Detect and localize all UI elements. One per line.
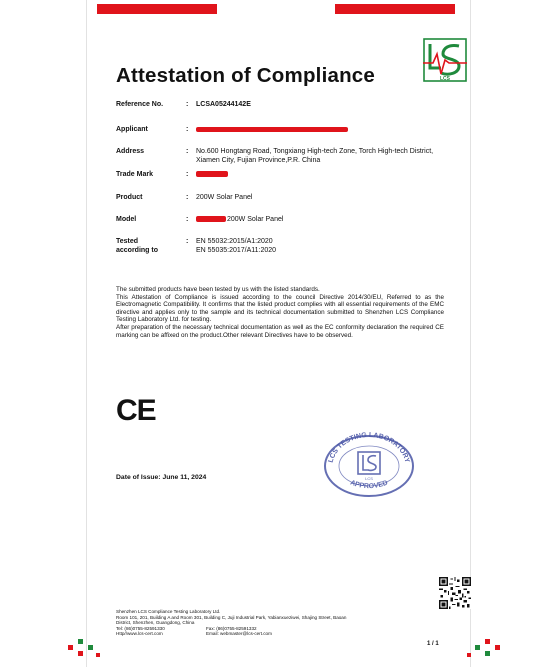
statement-text [116, 286, 444, 339]
svg-text:APPROVED: APPROVED [349, 479, 389, 491]
corner-squares-left [66, 637, 106, 661]
document-title: Attestation of Compliance [116, 64, 375, 87]
approval-stamp [318, 428, 420, 498]
svg-text:LCS: LCS [365, 476, 373, 481]
paragraph-directive: This Attestation of Compliance is issued according to the council Directive 2014/30/EU, Referred to as the Electromagnetic Compatibility. It confirms that the listed product complies with all essential requirements of the EMC directive and applies only to the sample and its technical documentation submitted to Shenzhen LCS Compliance Testing Laboratory Ltd. for testing. [116, 293, 444, 324]
page-border-right [470, 0, 471, 667]
redaction-mark [196, 216, 226, 222]
corner-squares-right [463, 637, 503, 661]
svg-text:LCS: LCS [440, 76, 450, 82]
date-of-issue: Date of Issue: June 11, 2024 [116, 474, 207, 481]
redaction-mark [196, 171, 228, 177]
redaction-mark [196, 127, 348, 132]
certificate-page: LCS Attestation of Compliance Reference No. : LCSA05244142E Applicant : Address : No.600 Hongtang Road, Tongxiang High-tech Zone, Torch High-tech District, Xiamen City, Fujian Province,P.R. China Trade Mark : Product : 200W Solar Panel Model : 200W Solar Panel Tested according to : EN 55032:2015/A1:2020 EN 55035:2017/A11:2020 The submitted products have been tested by us with the listed standards. This Attestation of Compliance is issued according to the council Directive 2014/30/EU, Referred to as the Electromagnetic Compatibility. It confirms that the listed product complies with all essential requirements of the EMC directive and applies only to the sample and its technical documentation submitted to Shenzhen LCS Compliance Testing Laboratory Ltd. for testing. After preparation of the necessary technical documentation as well as the EC conformity declaration the required CE marking can be affixed on the product.Other relevant Directives have to be observed. CE LCS TESTING LABORATORY APPROVED LCS Date of Issue: June 11, 2024 Shenzhen LCS Compliance Testing Laboratory Ltd. Room 101, 201, Building A and Room 301, Building C, Juji Industrial Park, Yabianxueziwei, Shajing Street, Baoan District, Shenzhen, Guangdong, China Tel: (86)0755-82591330 Fax: (86)0755-82591332 Http//www.lcs-cert.com Email: webmaster@lcs-cert.com 1 / 1 [0, 0, 557, 667]
page-border-left [86, 0, 87, 667]
ce-mark: CE [116, 394, 156, 427]
page-number: 1 / 1 [427, 641, 439, 647]
paragraph-marking: After preparation of the necessary technical documentation as well as the EC conformity declaration the required CE marking can be affixed on the product.Other relevant Directives have to be observed. [116, 323, 444, 339]
top-color-bar [97, 4, 455, 14]
paragraph-tested: The submitted products have been tested by us with the listed standards. [116, 286, 320, 293]
footer-contact: Shenzhen LCS Compliance Testing Laboratory Ltd. Room 101, 201, Building A and Room 301, Building C, Juji Industrial Park, Yabianxueziwei, Shajing Street, Baoan District, Shenzhen, Guangdong, China Tel: (86)0755-82591330 Fax: (86)0755-82591332 Http//www.lcs-cert.com Email: webmaster@lcs-cert.com [116, 609, 347, 637]
svg-text:LCS TESTING LABORATORY: LCS TESTING LABORATORY [327, 431, 411, 464]
qr-code [439, 577, 471, 609]
lcs-logo [423, 38, 467, 82]
